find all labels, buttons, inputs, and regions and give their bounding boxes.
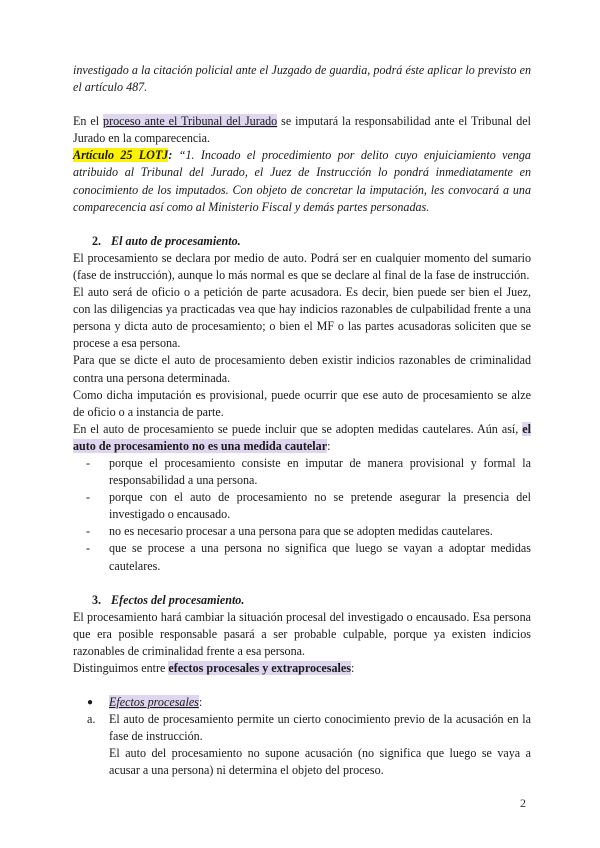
section-3-p1: El procesamiento hará cambiar la situación procesal del investigado o encausado. Esa persona que era posible responsable pasará a ser probable culpable, porque ya existen indicios razonables de criminalidad frente a esa persona.	[73, 609, 531, 658]
reasons-list	[73, 455, 531, 575]
section-2-p4: Como dicha imputación es provisional, puede ocurrir que ese auto de procesamiento se alze de oficio o a instancia de parte.	[73, 387, 531, 419]
list-item	[73, 540, 531, 574]
list-item-text: porque el procesamiento consiste en imputar de manera provisional y formal la responsabilidad a una persona.	[109, 455, 531, 488]
spacer	[73, 216, 531, 233]
section-2-number: 2.	[92, 233, 102, 248]
alpha-marker: a.	[87, 712, 96, 727]
spacer	[73, 96, 531, 113]
jurado-highlight: proceso ante el Tribunal del Jurado	[103, 114, 278, 129]
list-item-text: que se procese a una persona no significa que luego se vayan a adoptar medidas cautelares.	[109, 541, 531, 573]
article-25-paragraph	[73, 147, 531, 215]
intro-paragraph: investigado a la citación policial ante el Juzgado de guardia, podrá éste aplicar lo previsto en el artículo 487.	[73, 63, 531, 95]
section-2-p1: El procesamiento se declara por medio de auto. Podrá ser en cualquier momento del sumario (fase de instrucción), aunque lo más normal es que se declare al final de la fase de instrucción.	[73, 250, 531, 282]
dash-marker: -	[86, 490, 91, 505]
section-3-p2	[73, 660, 531, 677]
section-2-heading	[92, 233, 531, 250]
dash-marker: -	[86, 455, 91, 470]
section-2-p5-post: :	[327, 438, 331, 453]
section-2-p5-pre: En el auto de procesamiento se puede incluir que se adopten medidas cautelares. Aún así,	[73, 421, 523, 436]
article-label: Artículo 25 LOTJ	[73, 148, 169, 163]
section-2-p3: Para que se dicte el auto de procesamiento deben existir indicios razonables de criminalidad contra una persona determinada.	[73, 353, 531, 385]
efectos-highlight: efectos procesales y extraprocesales	[168, 661, 351, 675]
list-item-text: porque con el auto de procesamiento no se pretende asegurar la presencia del investigado o encausado.	[109, 490, 531, 522]
jurado-paragraph	[73, 113, 531, 147]
efectos-procesales-colon: :	[198, 695, 203, 710]
article-text: “1. Incoado el procedimiento por delito cuyo enjuiciamiento venga atribuido al Tribunal del Jurado, el Juez de Instrucción lo pondrá inmediatamente en conocimiento de los imputados. Con objeto de concretar la imputación, les convocará a una comparecencia así como al Ministerio Fiscal y demás partes personadas.	[73, 148, 531, 214]
section-3-p2-pre: Distinguimos entre	[73, 661, 169, 675]
spacer	[73, 677, 531, 694]
spacer	[73, 575, 531, 592]
dash-marker: -	[86, 524, 91, 539]
section-2-p2: El auto será de oficio o a petición de parte acusadora. Es decir, bien puede ser bien el Juez, con las diligencias ya practicadas vea que hay indicios razonables de culpabilidad frente a una persona y dicta auto de procesamiento; o bien el MF o las partes acusadoras soliciten que se procese a esa persona.	[73, 285, 531, 351]
jurado-text-pre: En el	[73, 114, 104, 129]
alpha-item-text: El auto de procesamiento permite un cierto conocimiento previo de la acusación en la fase de instrucción.	[109, 712, 531, 744]
alpha-item-continuation: El auto del procesamiento no supone acusación (no significa que luego se vaya a acusar a una persona) ni determina el objeto del proceso.	[109, 746, 531, 778]
dash-marker: -	[86, 541, 91, 556]
medida-cautelar-highlight: el auto de procesamiento no es una medida cautelar	[73, 421, 531, 453]
page-number: 2	[520, 796, 526, 810]
list-item	[73, 489, 531, 523]
bullet-marker: ●	[87, 697, 94, 709]
alpha-item-a	[73, 711, 531, 745]
article-colon: :	[168, 148, 173, 163]
jurado-text-post: se imputará la responsabilidad ante el Tribunal del Jurado en la comparecencia.	[73, 114, 531, 146]
section-3-title: Efectos del procesamiento.	[111, 592, 245, 607]
list-item-text: no es necesario procesar a una persona para que se adopten medidas cautelares.	[109, 524, 493, 539]
list-item	[73, 455, 531, 489]
list-item	[73, 523, 531, 540]
efectos-procesales-item	[73, 694, 531, 711]
section-2-title: El auto de procesamiento.	[111, 233, 241, 248]
section-2-p5	[73, 421, 531, 455]
document-body	[73, 62, 531, 780]
efectos-procesales-label: Efectos procesales	[109, 695, 199, 710]
section-3-number: 3.	[92, 592, 102, 607]
section-3-p2-post: :	[350, 661, 355, 675]
section-3-heading	[92, 592, 531, 609]
